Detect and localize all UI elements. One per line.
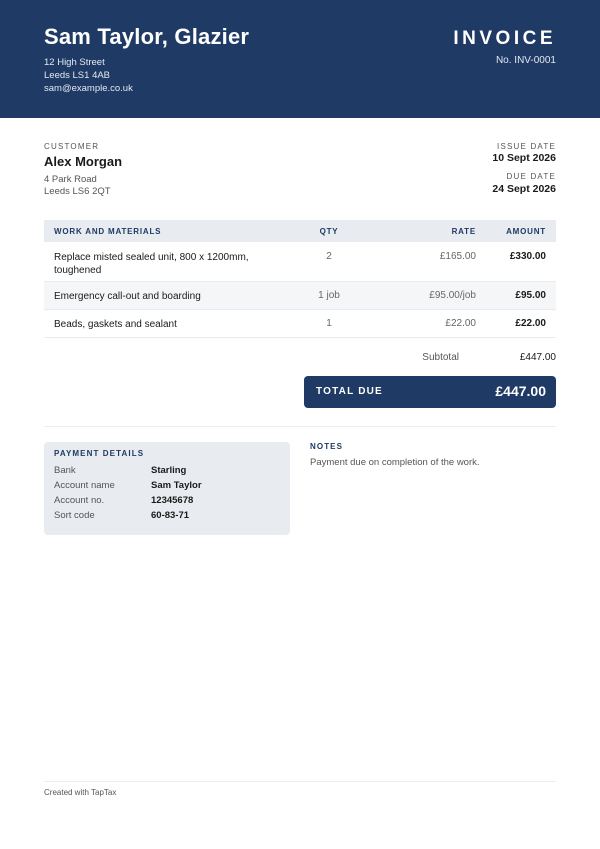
table-row (44, 310, 556, 338)
total-due-box (304, 376, 556, 408)
payment-account-no-label: Account no. (54, 495, 105, 506)
item-qty: 1 job (318, 290, 340, 301)
payment-details-title: PAYMENT DETAILS (54, 449, 145, 458)
header-amount: AMOUNT (506, 226, 546, 236)
item-rate: £95.00/job (429, 290, 476, 301)
footer-text: Created with TapTax (44, 788, 117, 797)
header-rate: RATE (451, 226, 476, 236)
item-amount: £330.00 (509, 251, 546, 262)
payment-sort-code-label: Sort code (54, 510, 95, 521)
section-divider (44, 426, 556, 427)
item-rate: £22.00 (445, 318, 476, 329)
item-amount: £22.00 (515, 318, 546, 329)
item-amount: £95.00 (515, 290, 546, 301)
payment-account-no-value: 12345678 (151, 495, 194, 506)
payment-bank-label: Bank (54, 465, 76, 476)
notes-title: NOTES (310, 442, 344, 451)
item-qty: 2 (326, 251, 332, 262)
total-due-value: £447.00 (495, 383, 546, 399)
payment-account-name-value: Sam Taylor (151, 480, 202, 491)
issue-date-label: ISSUE DATE (497, 142, 556, 151)
item-description: Replace misted sealed unit, 800 x 1200mm, toughened (54, 252, 249, 276)
payment-sort-code-value: 60-83-71 (151, 510, 190, 521)
subtotal-value: £447.00 (519, 352, 556, 363)
notes-text: Payment due on completion of the work. (310, 457, 480, 468)
total-due-label: TOTAL DUE (316, 386, 383, 397)
invoice-header (0, 0, 600, 118)
item-rate: £165.00 (439, 251, 476, 262)
item-qty: 1 (326, 318, 332, 329)
customer-address-line-2: Leeds LS6 2QT (44, 186, 111, 197)
business-address-line-1: 12 High Street (44, 57, 105, 68)
table-row (44, 242, 556, 282)
due-date-label: DUE DATE (506, 172, 556, 181)
business-name: Sam Taylor, Glazier (44, 24, 250, 49)
due-date-value: 24 Sept 2026 (492, 183, 556, 195)
table-row (44, 282, 556, 310)
business-email: sam@example.co.uk (44, 83, 133, 94)
subtotal-label: Subtotal (422, 352, 459, 363)
issue-date-value: 10 Sept 2026 (492, 152, 556, 164)
customer-name: Alex Morgan (44, 154, 123, 169)
invoice-title: INVOICE (453, 28, 556, 49)
customer-label: CUSTOMER (44, 142, 100, 151)
payment-details-panel (44, 442, 290, 535)
business-address-line-2: Leeds LS1 4AB (44, 70, 111, 81)
payment-account-name-label: Account name (54, 480, 115, 491)
line-items-table (44, 220, 556, 338)
header-qty: QTY (319, 226, 339, 236)
invoice-number: No. INV-0001 (495, 55, 556, 66)
table-header (44, 220, 556, 242)
header-description: WORK AND MATERIALS (54, 226, 162, 236)
item-description: Beads, gaskets and sealant (54, 319, 177, 330)
customer-address-line-1: 4 Park Road (44, 174, 97, 185)
footer-divider (44, 781, 556, 782)
payment-bank-value: Starling (151, 465, 187, 476)
item-description: Emergency call-out and boarding (54, 291, 201, 302)
